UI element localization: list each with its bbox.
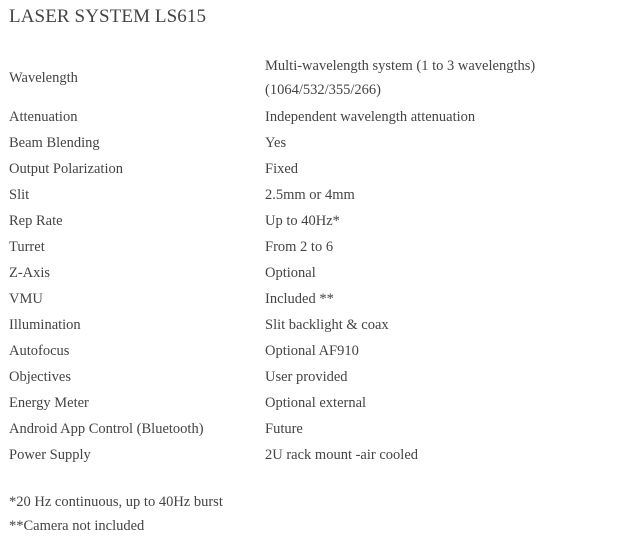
spec-label: Autofocus <box>9 343 70 359</box>
footnote-camera: **Camera not included <box>9 518 145 534</box>
spec-label: Turret <box>9 239 45 255</box>
spec-label: Power Supply <box>9 447 91 463</box>
spec-value: Future <box>265 421 303 437</box>
spec-label: Illumination <box>9 317 81 333</box>
spec-value: Optional <box>265 265 316 281</box>
spec-table <box>0 52 624 468</box>
footnote-rep-rate: *20 Hz continuous, up to 40Hz burst <box>9 494 223 510</box>
spec-value: Slit backlight & coax <box>265 317 389 333</box>
spec-label: Output Polarization <box>9 161 123 177</box>
table-row <box>0 442 624 468</box>
table-row <box>0 338 624 364</box>
spec-label: Objectives <box>9 369 72 385</box>
table-row <box>0 286 624 312</box>
table-row <box>0 130 624 156</box>
table-row <box>0 182 624 208</box>
spec-value: Independent wavelength attenuation <box>265 109 476 125</box>
table-row <box>0 104 624 130</box>
table-row <box>0 208 624 234</box>
table-row <box>0 312 624 338</box>
table-row <box>0 364 624 390</box>
table-row <box>0 416 624 442</box>
spec-label: VMU <box>9 291 43 307</box>
spec-label: Energy Meter <box>9 395 89 411</box>
spec-value: Optional external <box>265 395 367 411</box>
spec-value: 2.5mm or 4mm <box>265 187 355 203</box>
spec-value: Yes <box>265 135 287 151</box>
spec-value: Included ** <box>265 291 334 307</box>
table-row <box>0 390 624 416</box>
table-row <box>0 260 624 286</box>
table-row <box>0 156 624 182</box>
spec-value: From 2 to 6 <box>265 239 334 255</box>
spec-label: Android App Control (Bluetooth) <box>9 421 204 437</box>
spec-label: Z-Axis <box>9 265 51 281</box>
table-row <box>0 234 624 260</box>
spec-label: Wavelength <box>9 70 78 86</box>
table-row <box>0 52 624 104</box>
spec-label: Slit <box>9 187 30 203</box>
spec-value: Fixed <box>265 161 299 177</box>
spec-value: Up to 40Hz* <box>265 213 340 229</box>
spec-value: 2U rack mount -air cooled <box>265 447 419 463</box>
spec-value: Optional AF910 <box>265 343 359 359</box>
spec-value: User provided <box>265 369 348 385</box>
spec-value: Multi-wavelength system (1 to 3 wavelengths) (1064/532/355/266) <box>265 58 536 98</box>
spec-label: Attenuation <box>9 109 78 125</box>
spec-label: Beam Blending <box>9 135 100 151</box>
spec-label: Rep Rate <box>9 213 63 229</box>
footnotes <box>9 490 223 538</box>
page-title: LASER SYSTEM LS615 <box>9 6 207 27</box>
